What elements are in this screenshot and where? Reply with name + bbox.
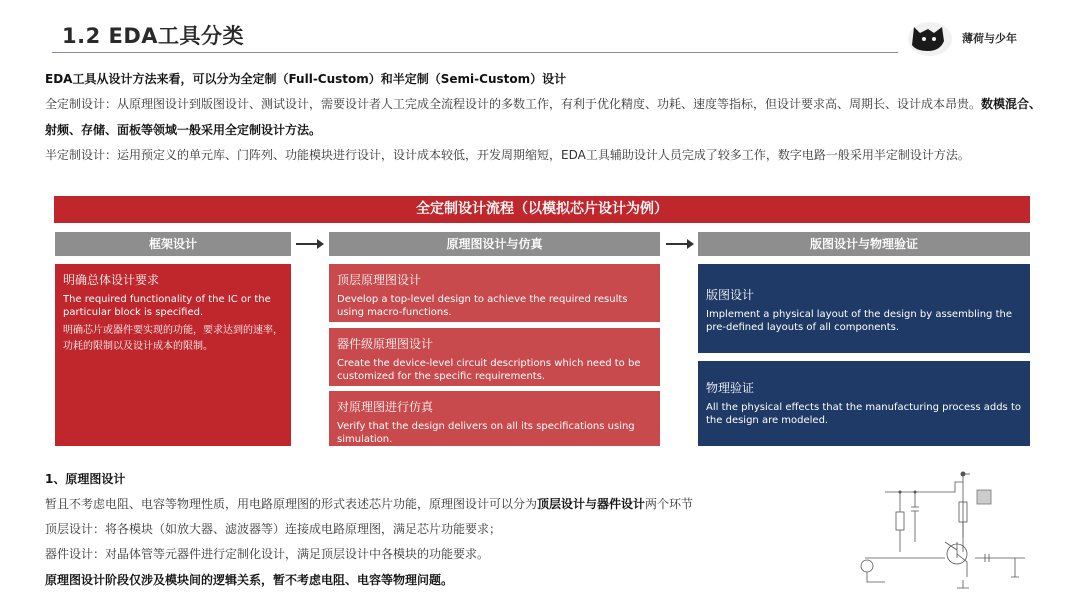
device-level-schematic-box: [329, 328, 660, 386]
schematic-simulation-box: [329, 391, 660, 446]
section-line-4: 原理图设计阶段仅涉及模块间的逻辑关系，暂不考虑电阻、电容等物理问题。: [45, 573, 454, 587]
stage-schematic: 原理图设计与仿真: [329, 232, 660, 256]
arrow-right-icon: [296, 243, 322, 245]
box-title: 版图设计: [706, 288, 755, 302]
logo-text: 薄荷与少年: [962, 32, 1017, 45]
full-custom-text: 全定制设计：从原理图设计到版图设计、测试设计，需要设计者人工完成全流程设计的多数工作，有利于优化精度、功耗、速度等指标，但设计要求高、周期长、设计成本昂贵。: [45, 97, 982, 111]
box-title: 对原理图进行仿真: [337, 400, 434, 414]
cat-logo-icon: [904, 15, 954, 57]
box-title: 顶层原理图设计: [337, 273, 422, 287]
layout-design-box: [698, 264, 1030, 353]
page-title: 1.2 EDA工具分类: [62, 24, 245, 48]
section-line-1-bold: 顶层设计与器件设计: [537, 497, 646, 511]
box-english-text: All the physical effects that the manufacturing process adds to the design are modeled.: [706, 402, 1021, 426]
flow-banner: 全定制设计流程（以模拟芯片设计为例）: [54, 196, 1030, 223]
intro-heading: EDA工具从设计方法来看，可以分为全定制（Full-Custom）和半定制（Semi-Custom）设计: [45, 72, 567, 86]
full-custom-bold-text: 数模混合、射频、存储、面板等领域一般采用全定制设计方法。: [45, 97, 1042, 137]
section-line-1-tail: 两个环节: [645, 497, 694, 511]
box-english-text: Implement a physical layout of the design by assembling the pre-defined layouts of all components.: [706, 309, 1012, 333]
box-english-text: Verify that the design delivers on all its specifications using simulation.: [337, 421, 635, 445]
physical-verification-box: [698, 361, 1030, 446]
top-level-schematic-box: [329, 264, 660, 322]
circuit-schematic-image: [845, 462, 1045, 596]
box-english-text: Create the device-level circuit descriptions which need to be customized for the specific requirements.: [337, 358, 641, 382]
section-line-1: [45, 496, 693, 512]
section-line-2: 顶层设计：将各模块（如放大器、滤波器等）连接成电路原理图，满足芯片功能要求；: [45, 522, 502, 536]
box-english-text: Develop a top-level design to achieve the required results using macro-functions.: [337, 294, 628, 318]
box-title: 器件级原理图设计: [337, 337, 434, 351]
section-line-3: 器件设计：对晶体管等元器件进行定制化设计，满足顶层设计中各模块的功能要求。: [45, 547, 490, 561]
box-chinese-text: 明确芯片或器件要实现的功能，要求达到的速率，功耗的限制以及设计成本的限制。: [63, 325, 283, 352]
title-divider: [52, 52, 898, 53]
framework-box: [55, 264, 291, 446]
stage-layout: 版图设计与物理验证: [698, 232, 1030, 256]
section-line-1-text: 暂且不考虑电阻、电容等物理性质，用电路原理图的形式表述芯片功能，原理图设计可以分为: [45, 497, 538, 511]
arrow-right-icon: [666, 243, 692, 245]
section-title: 1、原理图设计: [45, 472, 126, 486]
semi-custom-paragraph: 半定制设计：运用预定义的单元库、门阵列、功能模块进行设计，设计成本较低，开发周期缩短，EDA工具辅助设计人员完成了较多工作，数字电路一般采用半定制设计方法。: [45, 148, 970, 162]
box-english-text: The required functionality of the IC or the particular block is specified.: [63, 294, 271, 318]
box-title: 物理验证: [706, 381, 755, 395]
box-title: 明确总体设计要求: [63, 273, 160, 287]
stage-framework: 框架设计: [55, 232, 291, 256]
full-custom-paragraph: [45, 92, 1045, 143]
